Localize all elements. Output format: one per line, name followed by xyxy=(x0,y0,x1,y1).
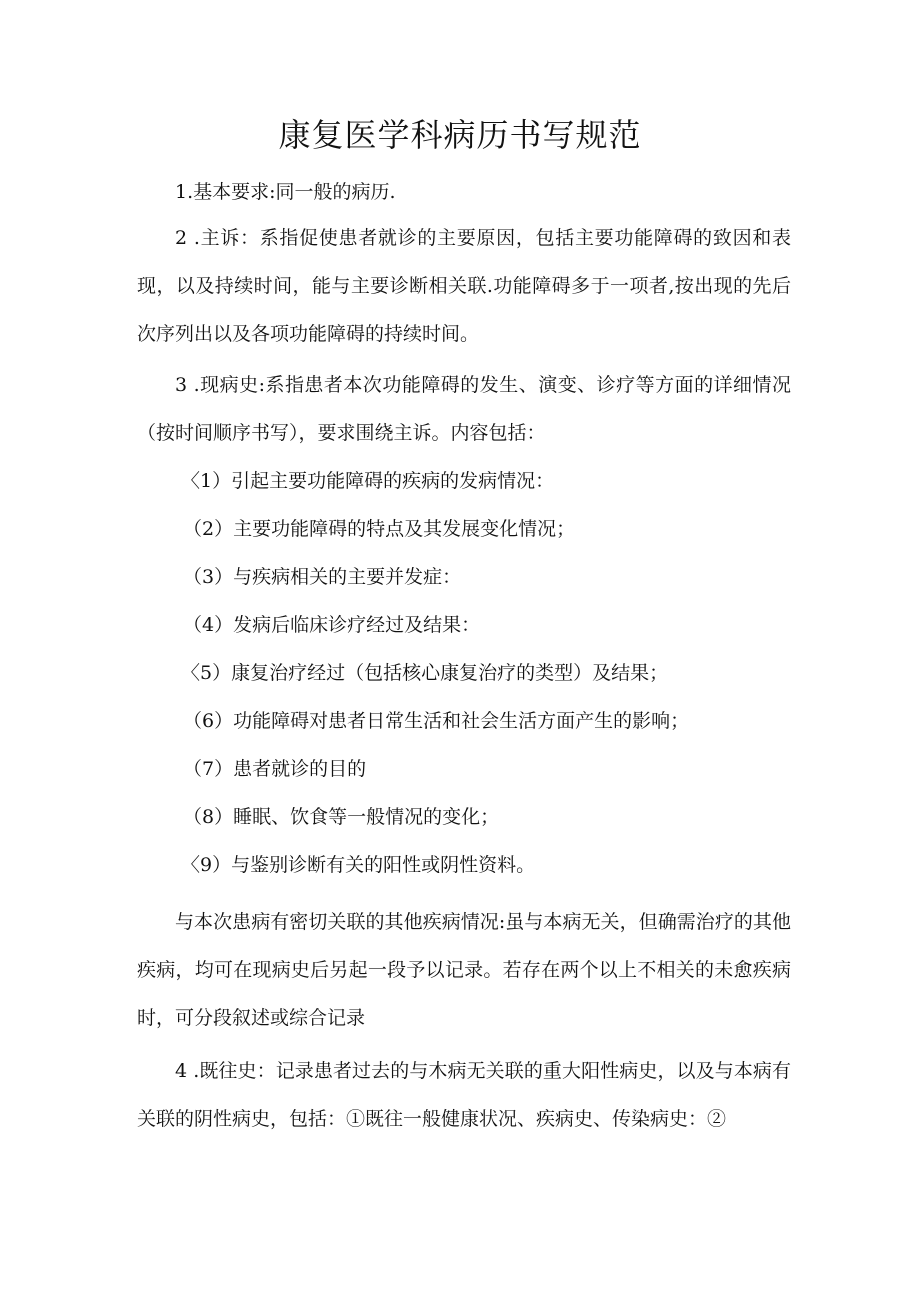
present-illness-item-6: （6）功能障碍对患者日常生活和社会生活方面产生的影响； xyxy=(183,710,690,732)
present-illness-item-1: 〈1）引起主要功能障碍的疾病的发病情况： xyxy=(181,470,555,492)
section-basic-requirements: 1.基本要求:同一般的病历. xyxy=(175,181,396,203)
section-related-diseases: 与本次患病有密切关联的其他疾病情况:虽与本病无关，但确需治疗的其他疾病，均可在现病史后另起一段予以记录。若存在两个以上不相关的未愈疾病时，可分段叙述或综合记录 xyxy=(137,911,791,1029)
document-title: 康复医学科病历书写规范 xyxy=(278,116,642,154)
present-illness-item-9: 〈9）与鉴别诊断有关的阳性或阴性资料。 xyxy=(181,854,536,876)
present-illness-item-3: （3）与疾病相关的主要并发症： xyxy=(183,566,462,588)
present-illness-item-7: （7）患者就诊的目的 xyxy=(183,758,367,780)
section-past-history: 4 .既往史：记录患者过去的与木病无关联的重大阳性病史，以及与本病有关联的阴性病史，包括：①既往一般健康状况、疾病史、传染病史：② xyxy=(137,1060,791,1130)
present-illness-item-5: 〈5）康复治疗经过（包括核心康复治疗的类型）及结果； xyxy=(181,662,669,684)
section-present-illness: 3 .现病史:系指患者本次功能障碍的发生、演变、诊疗等方面的详细情况（按时间顺序书写），要求围绕主诉。内容包括： xyxy=(137,374,791,444)
section-chief-complaint: 2 .主诉：系指促使患者就诊的主要原因，包括主要功能障碍的致因和表现，以及持续时间，能与主要诊断相关联.功能障碍多于一项者,按出现的先后次序列出以及各项功能障碍的持续时间。 xyxy=(137,227,791,345)
present-illness-item-4: （4）发病后临床诊疗经过及结果： xyxy=(183,614,481,636)
present-illness-item-8: （8）睡眠、饮食等一般情况的变化； xyxy=(183,806,500,828)
present-illness-item-2: （2）主要功能障碍的特点及其发展变化情况； xyxy=(183,518,576,540)
